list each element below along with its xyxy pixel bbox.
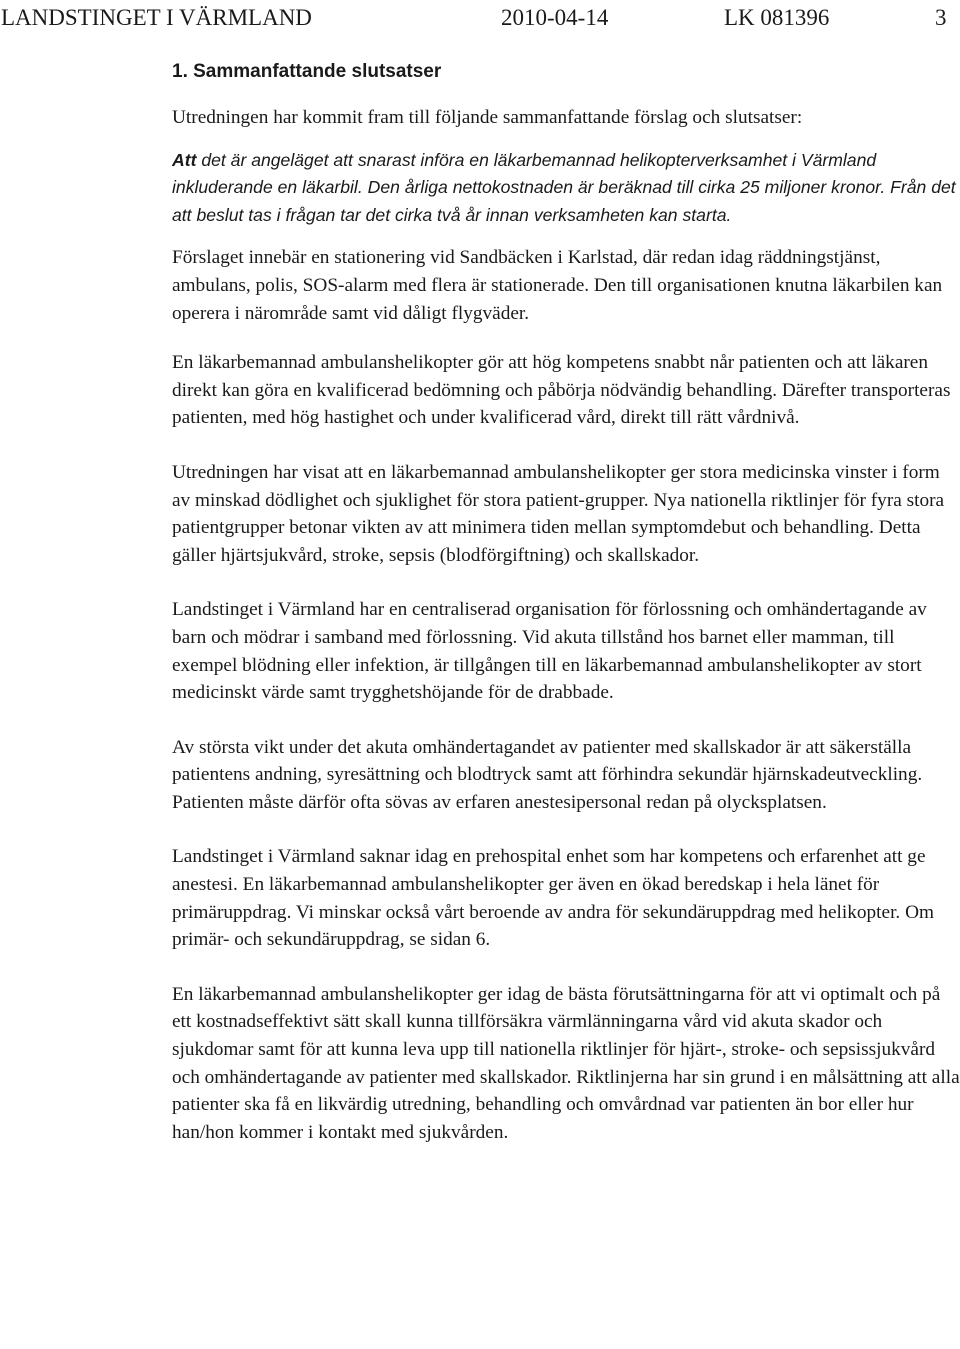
body-paragraph: Utredningen har visat att en läkarbemannad ambulanshelikopter ger stora medicinska vinster i form av minskad dödlighet och sjuklighet för stora patient-grupper. Nya nationella riktlinjer för fyra stora patientgrupper betonar vikten av att minimera tiden mellan symptomdebut och behandling. Detta gäller hjärtsjukvård, stroke, sepsis (blodförgiftning) och skallskador. xyxy=(172,461,945,566)
body-paragraph: Av största vikt under det akuta omhändertagandet av patienter med skallskador är att säkerställa patientens andning, syresättning och blodtryck samt att förhindra sekundär hjärnskadeutveckling. Patienten måste därför ofta sövas av erfaren anestesipersonal redan på olycksplatsen. xyxy=(172,736,923,813)
document-body xyxy=(172,104,960,1173)
summary-paragraph xyxy=(172,147,960,230)
header-organization: LANDSTINGET I VÄRMLAND xyxy=(1,5,312,30)
summary-text: det är angeläget att snarast införa en läkarbemannad helikopterverksamhet i Värmland inkluderande en läkarbil. Den årliga nettokostnaden är beräknad till cirka 25 miljoner kronor. Från det att beslut tas i frågan tar det cirka två år innan verksamheten kan starta. xyxy=(172,149,956,225)
header-date: 2010-04-14 xyxy=(501,5,609,30)
body-paragraph: Landstinget i Värmland saknar idag en prehospital enhet som har kompetens och erfarenhet att ge anestesi. En läkarbemannad ambulanshelikopter ger även en ökad beredskap i hela länet för primäruppdrag. Vi minskar också vårt beroende av andra för sekundäruppdrag med helikopter. Om primär- och sekundäruppdrag, se sidan 6. xyxy=(172,846,934,951)
header-page-number: 3 xyxy=(935,5,947,30)
intro-paragraph: Utredningen har kommit fram till följande sammanfattande förslag och slutsatser: xyxy=(172,107,803,128)
body-paragraph: En läkarbemannad ambulanshelikopter gör att hög kompetens snabbt når patienten och att läkaren direkt kan göra en kvalificerad bedömning och påbörja nödvändig behandling. Därefter transporteras patienten, med hög hastighet och under kvalificerad vård, direkt till rätt vårdnivå. xyxy=(172,352,951,429)
body-paragraph: Förslaget innebär en stationering vid Sandbäcken i Karlstad, där redan idag räddningstjänst, ambulans, polis, SOS-alarm med flera är stationerade. Den till organisationen knutna läkarbilen kan operera i närområde samt vid dåligt flygväder. xyxy=(172,247,943,324)
body-paragraph: En läkarbemannad ambulanshelikopter ger idag de bästa förutsättningarna för att vi optimalt och på ett kostnadseffektivt sätt skall kunna tillförsäkra värmlänningarna vård vid akuta skador och sjukdomar samt för att kunna leva upp till nationella riktlinjer för hjärt-, stroke- och sepsissjukvård och omhändertagande av patienter med skallskador. Riktlinjerna har sin grund i en målsättning att alla patienter ska få en likvärdig utredning, behandling och omvårdnad var patienten än bor eller hur han/hon kommer i kontakt med sjukvården. xyxy=(172,983,960,1143)
summary-lead: Att xyxy=(172,149,197,170)
page-header xyxy=(0,0,960,36)
body-paragraph: Landstinget i Värmland har en centraliserad organisation för förlossning och omhändertagande av barn och mödrar i samband med förlossning. Vid akuta tillstånd hos barnet eller mamman, till exempel blödning eller infektion, är tillgången till en läkarbemannad ambulanshelikopter av stort medicinskt värde samt trygghetshöjande för de drabbade. xyxy=(172,599,927,704)
header-reference: LK 081396 xyxy=(724,5,830,30)
section-title: 1. Sammanfattande slutsatser xyxy=(172,61,442,82)
